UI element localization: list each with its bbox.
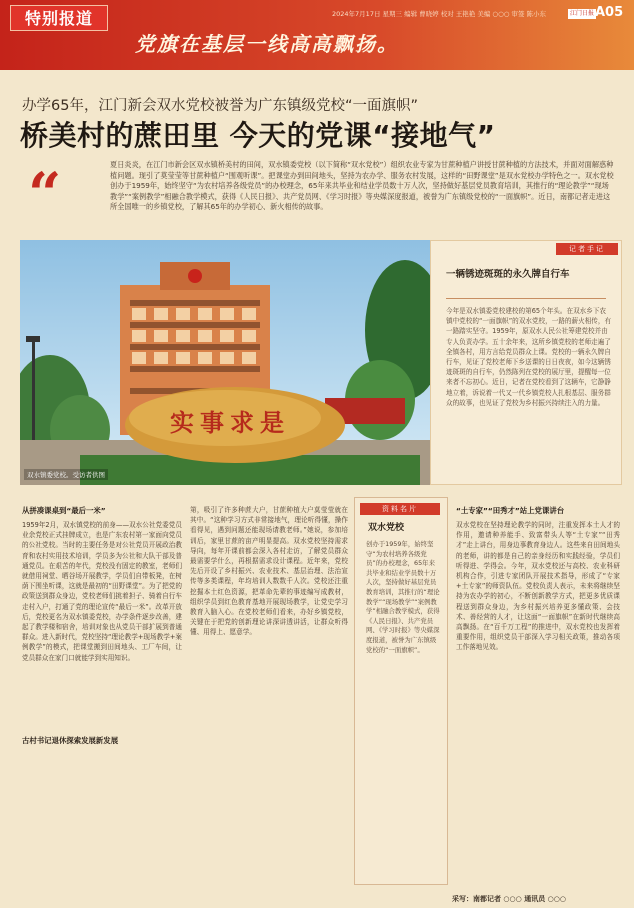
- reporter-note-tag: 记者手记: [556, 243, 618, 255]
- reporter-note-title: 一辆锈迹斑斑的永久牌自行车: [446, 269, 570, 280]
- article-kicker: 办学65年，江门新会双水党校被誉为广东镇级党校“一面旗帜”: [22, 98, 418, 114]
- article-lead: 夏日炎炎，在江门市新会区双水镇桥美村的田间，双水镇委党校（以下简称“双水党校”）组织农业专家为甘蔗种植户讲授甘蔗种植的方法技术，并面对面解惑种植问题。现引了莫莹莹等甘蔗种植户“围观听课”。把课堂办到田间地头，坚持为农办学、服务农村发展，这样的“田野课堂”是双水党校办学特色之一。双水党校创办于1959年，始终坚守“为农村培养各级党员”的办校理念，65年来共毕业和结业学员数十万人次，坚持做好基层党员教育培训，其推行的“理论教学”“现场教学”“案例教学”相融合教学模式，获得《人民日报》、共产党员网、《学习时报》等央媒深度报道，被誉为广东镇级党校的“一面旗帜”。近日，南都记者走进这所全国唯一的乡镇党校，了解其65年的办学初心、新火相传的故事。: [110, 160, 614, 211]
- byline-credit: 采写：南都记者 ○○○ 通讯员 ○○○: [452, 895, 566, 903]
- header-slogan: 党旗在基层一线高高飘扬。: [135, 32, 399, 56]
- article-title: 桥美村的蔗田里 今天的党课“接地气”: [20, 119, 496, 152]
- photo-inscription: 实事求是: [170, 408, 290, 437]
- column-1-subheading: 古村书记退休探索发展新发展: [22, 736, 119, 745]
- column-3-heading: “土专家”“田秀才”站上党课讲台: [456, 506, 565, 515]
- photo-caption: 双水镇委党校。受访者供图: [24, 469, 108, 480]
- column-3-text: 双水党校在坚持理论教学的同时，注重发挥本土人才的作用，邀请种养能手、致富带头人等“土专家”“田秀才”走上讲台，用身边事教育身边人。这些来自田间地头的老师，讲的都是自己的亲身经历和实践经验，学员们听得进、学得会。今年，双水党校还与高校、农业科研机构合作，引进专家团队开展技术指导，形成了“专家+土专家”的师资队伍。党校负责人表示，未来将继续坚持为农办学的初心，不断创新教学方式，把更多优质课程送到群众身边，为乡村振兴培养更多懂政策、会技术、善经营的人才，让这面“一面旗帜”在新时代继续高高飘扬。在“百千万工程”的推进中，双水党校也发挥着重要作用，组织党员干部深入学习相关政策，推动各项工作落地见效。: [456, 521, 620, 652]
- column-2-text: 第，吸引了许多种蔗大户，甘蔗种植大户莫莹莹就在其中。“这种学习方式非常接地气，理论听得懂，操作看得见，遇到问题还能现场请教老师。”她说，参加培训后，家里甘蔗的亩产明显提高。双水党校坚持需求导向，每年开课前都会深入各村走访，了解党员群众最需要学什么，再根据需求设计课程。近年来，党校先后开设了乡村振兴、农业技术、基层治理、法治宣传等多类课程，年均培训人数数千人次。党校还注重挖掘本土红色资源，把革命先辈的事迹编写成教材，组织学员到红色教育基地开展现场教学，让党史学习教育入脑入心。在党校老师们看来，办好乡镇党校，关键在于把党的创新理论讲深讲透讲活，让群众听得懂、用得上、愿意学。: [190, 506, 348, 637]
- profile-name: 双水党校: [368, 523, 405, 533]
- profile-tag: 资料名片: [360, 503, 440, 515]
- page-number: A05: [595, 5, 624, 20]
- reporter-note-body: 今年是双水镇委党校建校的第65个年头。在双水乡下农镇中党校的“一面旗帜”的双水党校，一路的薪火相传，有一路踏实坚守。1959年，原双水人民公社筹建党校并由专人负责办学。五十余年来，这所乡镇党校的老师走遍了全镇各村，用方言给党员群众上课。党校的一辆永久牌自行车，见证了党校老师下乡送课的日日夜夜，如今这辆锈迹斑斑的自行车，仍然陈列在党校的展厅里，提醒每一位来者不忘初心。近日，记者在党校看到了这辆车，它静静地立着，诉说着一代又一代乡镇党校人扎根基层、服务群众的故事，也见证了党校为乡村振兴持续注入的力量。: [446, 307, 612, 407]
- quote-mark-icon: “: [28, 160, 62, 228]
- edition-badge: 江门日报: [570, 10, 595, 17]
- profile-body: 创办于1959年，始终坚守“为农村培养各级党员”的办校理念，65年来共毕业和结业学员数十万人次，坚持做好基层党员教育培训，其推行的“理论教学”“现场教学”“案例教学”相融合教学模式，获得《人民日报》、共产党员网、《学习时报》等央媒深度报道，被誉为广东镇级党校的“一面旗帜”。: [366, 540, 440, 654]
- issue-meta: 2024年7月17日 星期三 编辑 曹晓婷 校对 王艳艳 美编 ○○○ 审签 陈小东: [332, 10, 547, 18]
- reporter-note-divider: [446, 298, 606, 299]
- section-label: 特别报道: [10, 5, 108, 31]
- article-photo: [20, 240, 430, 485]
- photo-illustration: [20, 240, 430, 485]
- column-1-text: 1959年2月，双水镇党校的前身——双水公社党委党员业余党校正式挂牌成立，也是广东农村第一家面向党员的公社党校。当时的主要任务是对公社党员开展政治教育和农村实用技术培训，学员多为公社和大队干部及普通党员。在艰苦的年代，党校没有固定的教室，老师们就借用祠堂、晒谷场开展教学，学员们自带板凳，在树荫下围坐听课，这就是最初的“田野课堂”。为了把党的政策送到群众身边，党校老师们挑着担子、骑着自行车走村入户，打通了党的理论宣传“最后一米”。改革开放后，党校更名为双水镇委党校，办学条件逐步改善，建起了教学楼和宿舍，培训对象也从党员干部扩展到普通群众。进入新时代，党校坚持“理论教学+现场教学+案例教学”的模式，把课堂搬到田间地头、工厂车间，让党员群众在家门口就能学到实用知识。: [22, 521, 182, 662]
- column-1-heading: 从拼凑课桌到“最后一米”: [22, 506, 106, 515]
